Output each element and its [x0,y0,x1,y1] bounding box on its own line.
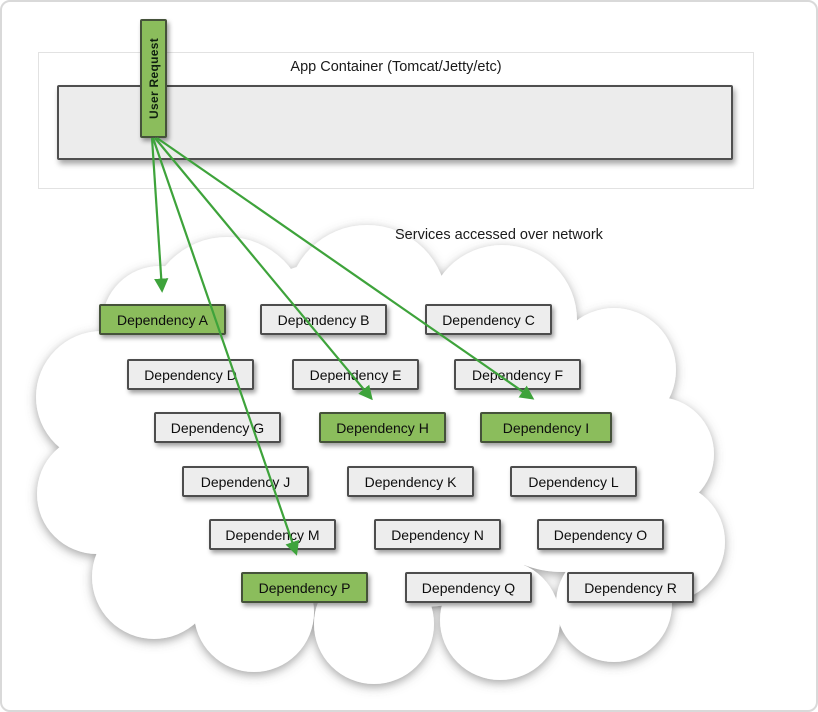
dependency-label: Dependency R [584,579,677,596]
dependency-label: Dependency A [116,311,209,328]
dependency-label: Dependency M [225,526,320,543]
dependency-label: Dependency D [144,366,237,383]
dependency-label: Dependency B [277,311,370,328]
dependency-box-n [374,519,501,550]
dependency-box-d [127,359,254,390]
dependency-box-j [182,466,309,497]
dependency-label: Dependency K [364,473,457,490]
dependency-box-b [260,304,387,335]
dependency-label: Dependency L [528,473,619,490]
dependency-box-k [347,466,474,497]
dependency-box-e [292,359,419,390]
dependency-label: Dependency J [200,473,291,490]
dependency-label: Dependency C [442,311,535,328]
dependency-label: Dependency Q [421,579,516,596]
dependency-box-l [510,466,637,497]
user-request-box [140,19,167,138]
dependency-label: Dependency P [258,579,351,596]
app-container-title: App Container (Tomcat/Jetty/etc) [290,59,502,75]
dependency-label: Dependency H [336,419,429,436]
dependency-box-p [241,572,368,603]
dependency-box-o [537,519,664,550]
dependency-label: Dependency N [391,526,484,543]
dependency-box-a [99,304,226,335]
dependency-box-c [425,304,552,335]
cloud-caption: Services accessed over network [395,227,603,243]
dependency-box-f [454,359,581,390]
dependency-box-h [319,412,446,443]
dependency-box-g [154,412,281,443]
dependency-box-r [567,572,694,603]
dependency-box-q [405,572,532,603]
dependency-label: Dependency I [502,419,590,436]
dependency-box-i [480,412,612,443]
dependency-label: Dependency G [170,419,265,436]
dependency-box-m [209,519,336,550]
dependency-label: Dependency F [471,366,564,383]
dependency-label: Dependency E [309,366,402,383]
user-request-label: User Request [146,38,161,119]
dependency-label: Dependency O [553,526,648,543]
